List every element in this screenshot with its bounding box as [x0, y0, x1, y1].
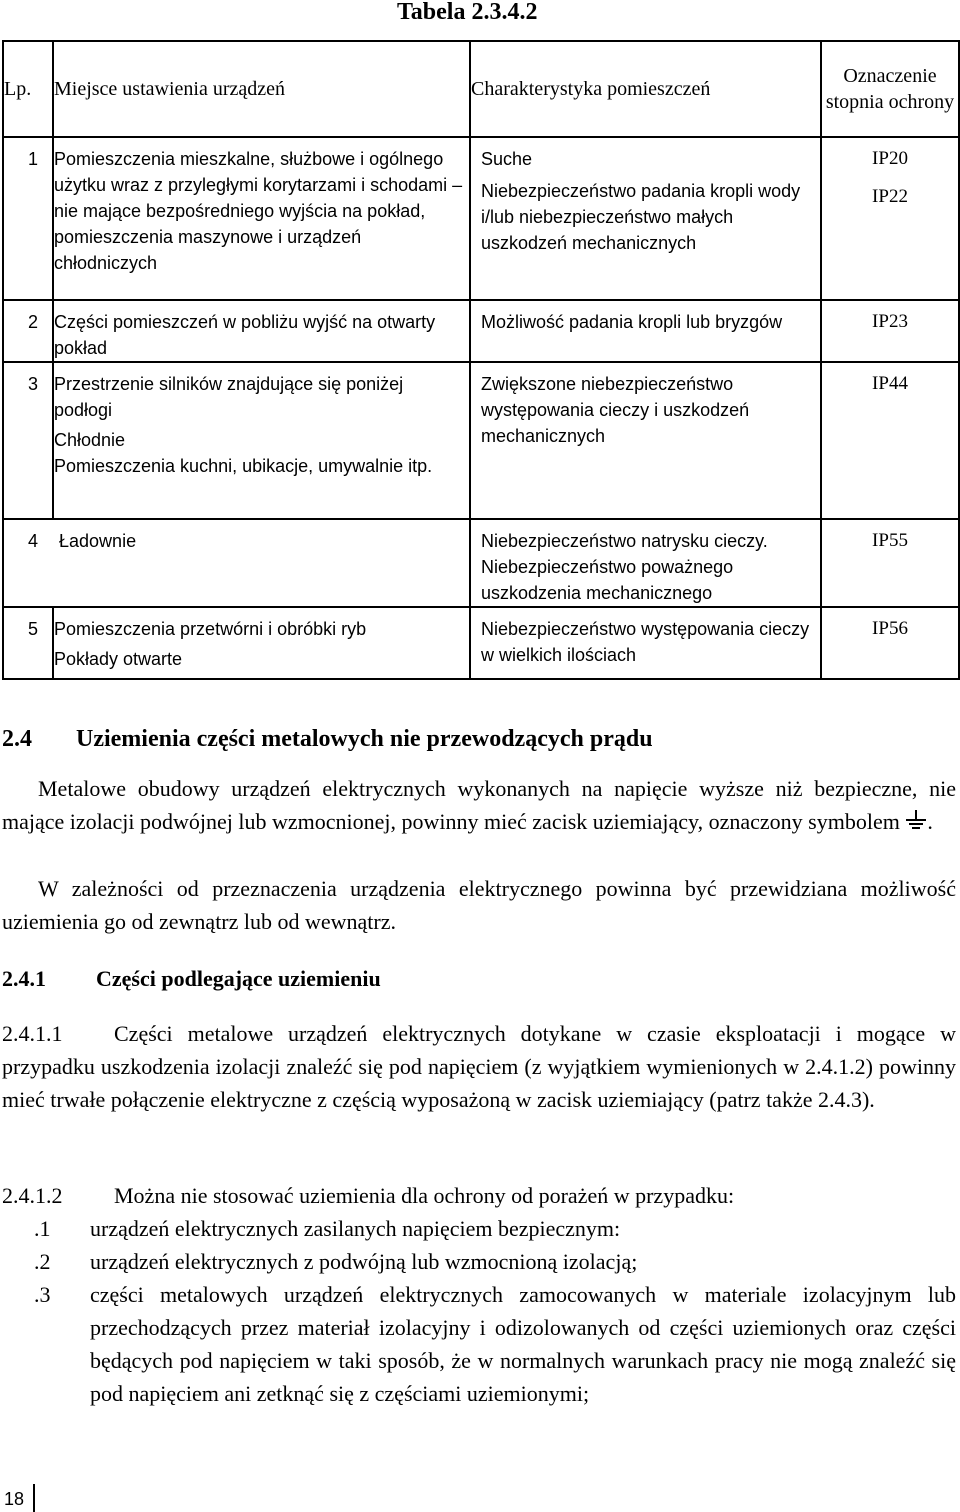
ip-code: IP23: [872, 311, 908, 332]
characteristic-text: Niebezpieczeństwo występowania cieczy w wielkich ilościach: [481, 619, 810, 665]
header-place: Miejsce ustawienia urządzeń: [53, 41, 470, 137]
row-place: [53, 362, 470, 519]
ip-code: IP56: [872, 618, 908, 639]
list-item: [2, 1245, 956, 1278]
clause-text: Można nie stosować uziemienia dla ochrony od porażeń w przypadku:: [114, 1183, 735, 1208]
section-heading-2-4: [2, 724, 653, 754]
page-number: 18: [4, 1489, 25, 1509]
row-number: 5: [3, 607, 53, 679]
row-number: 2: [3, 300, 53, 362]
section-title: Części podlegające uziemieniu: [96, 966, 381, 991]
list-item-text: urządzeń elektrycznych zasilanych napięciem bezpiecznym:: [90, 1216, 621, 1241]
row-ip-code: [821, 300, 959, 362]
ip-code: IP20: [872, 148, 908, 169]
list-item-text: części metalowych urządzeń elektrycznych zamocowanych w materiale izolacyjnym lub przechodzących przez materiał izolacyjny i odizolowanych od części uziemionych oraz części będących pod napięciem w taki sposób, że w normalnych warunkach pracy nie mogą znaleźć się pod napięciem ani zetknąć się z częściami uziemionymi;: [90, 1282, 956, 1406]
header-lp: Lp.: [3, 41, 53, 137]
characteristic-text: Niebezpieczeństwo padania kropli wody i/lub niebezpieczeństwo małych uszkodzeń mechanicznych: [481, 181, 801, 253]
row-characteristic: [470, 362, 821, 519]
row-ip-code: [821, 362, 959, 519]
place-text: Pokłady otwarte: [54, 649, 183, 669]
row-characteristic: [470, 137, 821, 300]
row-place: [53, 607, 470, 679]
clause-number: 2.4.1.2: [2, 1183, 63, 1208]
row-number-and-place: [3, 519, 470, 607]
place-text: Pomieszczenia kuchni, ubikacje, umywalnie itp.: [54, 456, 433, 476]
clause-text: Części metalowe urządzeń elektrycznych dotykane w czasie eksploatacji i mogące w przypadku uszkodzenia izolacji znaleźć się pod napięciem (z wyjątkiem wymienionych w 2.4.1.2) powinny mieć trwałe połączenie elektryczne z częścią wyposażoną w zacisk uziemiający (patrz także 2.4.3).: [2, 1021, 956, 1112]
ip-code: IP44: [872, 373, 908, 394]
row-ip-code: [821, 137, 959, 300]
section-number: 2.4.1: [2, 966, 46, 991]
list-item: [2, 1212, 956, 1245]
table-row: [3, 300, 959, 362]
table-row: [3, 607, 959, 679]
place-text: Pomieszczenia przetwórni i obróbki ryb: [54, 619, 367, 639]
table-header-row: [3, 41, 959, 137]
row-ip-code: [821, 519, 959, 607]
list-marker: .3: [34, 1282, 51, 1307]
place-text: Pomieszczenia mieszkalne, służbowe i ogólnego użytku wraz z przyległymi korytarzami i schodami – nie mające bezpośredniego wyjścia na pokład, pomieszczenia maszynowe i urządzeń chłodniczych: [54, 149, 463, 273]
row-place: [53, 137, 470, 300]
row-number: 3: [3, 362, 53, 519]
clause-number: 2.4.1.1: [2, 1021, 63, 1046]
section-number: 2.4: [2, 726, 32, 752]
clause-2-4-1-1: [2, 1017, 956, 1116]
ip-code: IP22: [872, 186, 908, 207]
paragraph-text: W zależności od przeznaczenia urządzenia elektrycznego powinna być przewidziana możliwość uziemienia go od zewnątrz lub od wewnątrz.: [2, 876, 956, 934]
list-item-text: urządzeń elektrycznych z podwójną lub wzmocnioną izolacją;: [90, 1249, 638, 1274]
place-text: Ładownie: [59, 531, 137, 551]
list-item: [2, 1278, 956, 1410]
place-text: Przestrzenie silników znajdujące się poniżej podłogi: [54, 374, 404, 420]
table-row: [3, 519, 959, 607]
paragraph-grounding-terminal: [2, 772, 956, 840]
list-marker: .1: [34, 1216, 51, 1241]
paragraph-text: Metalowe obudowy urządzeń elektrycznych wykonanych na napięcie wyższe niż bezpieczne, nie mające izolacji podwójnej lub wzmocnionej, powinny mieć zacisk uziemiający, oznaczony symbolem: [2, 776, 956, 834]
table-row: [3, 137, 959, 300]
section-heading-2-4-1: [2, 964, 381, 994]
row-characteristic: [470, 519, 821, 607]
row-characteristic: [470, 607, 821, 679]
row-number: 1: [3, 137, 53, 300]
table-title: Tabela 2.3.4.2: [397, 0, 538, 25]
clause-intro: [2, 1179, 956, 1212]
clause-2-4-1-2: [2, 1179, 956, 1410]
row-number: 4: [28, 531, 39, 551]
characteristic-text: Zwiększone niebezpieczeństwo występowania cieczy i uszkodzeń mechanicznych: [481, 374, 750, 446]
place-text: Części pomieszczeń w pobliżu wyjść na otwarty pokład: [54, 312, 436, 358]
row-ip-code: [821, 607, 959, 679]
header-characteristic: Charakterystyka pomieszczeń: [470, 41, 821, 137]
list-marker: .2: [34, 1249, 51, 1274]
paragraph-text-end: .: [927, 809, 933, 834]
page-number-rule: [33, 1484, 35, 1512]
header-protection-degree: Oznaczenie stopnia ochrony: [821, 41, 959, 137]
table-row: [3, 362, 959, 519]
paragraph-grounding-access: [2, 872, 956, 938]
ground-symbol-icon: [905, 807, 927, 840]
characteristic-text: Możliwość padania kropli lub bryzgów: [481, 312, 783, 332]
section-title: Uziemienia części metalowych nie przewodzących prądu: [76, 726, 653, 752]
row-characteristic: [470, 300, 821, 362]
characteristic-text: Niebezpieczeństwo natrysku cieczy. Niebezpieczeństwo poważnego uszkodzenia mechanicznego: [481, 531, 768, 603]
row-place: [53, 300, 470, 362]
place-text: Chłodnie: [54, 430, 126, 450]
characteristic-text: Suche: [481, 149, 533, 169]
ip-code: IP55: [872, 530, 908, 551]
ip-protection-table: [2, 40, 960, 680]
